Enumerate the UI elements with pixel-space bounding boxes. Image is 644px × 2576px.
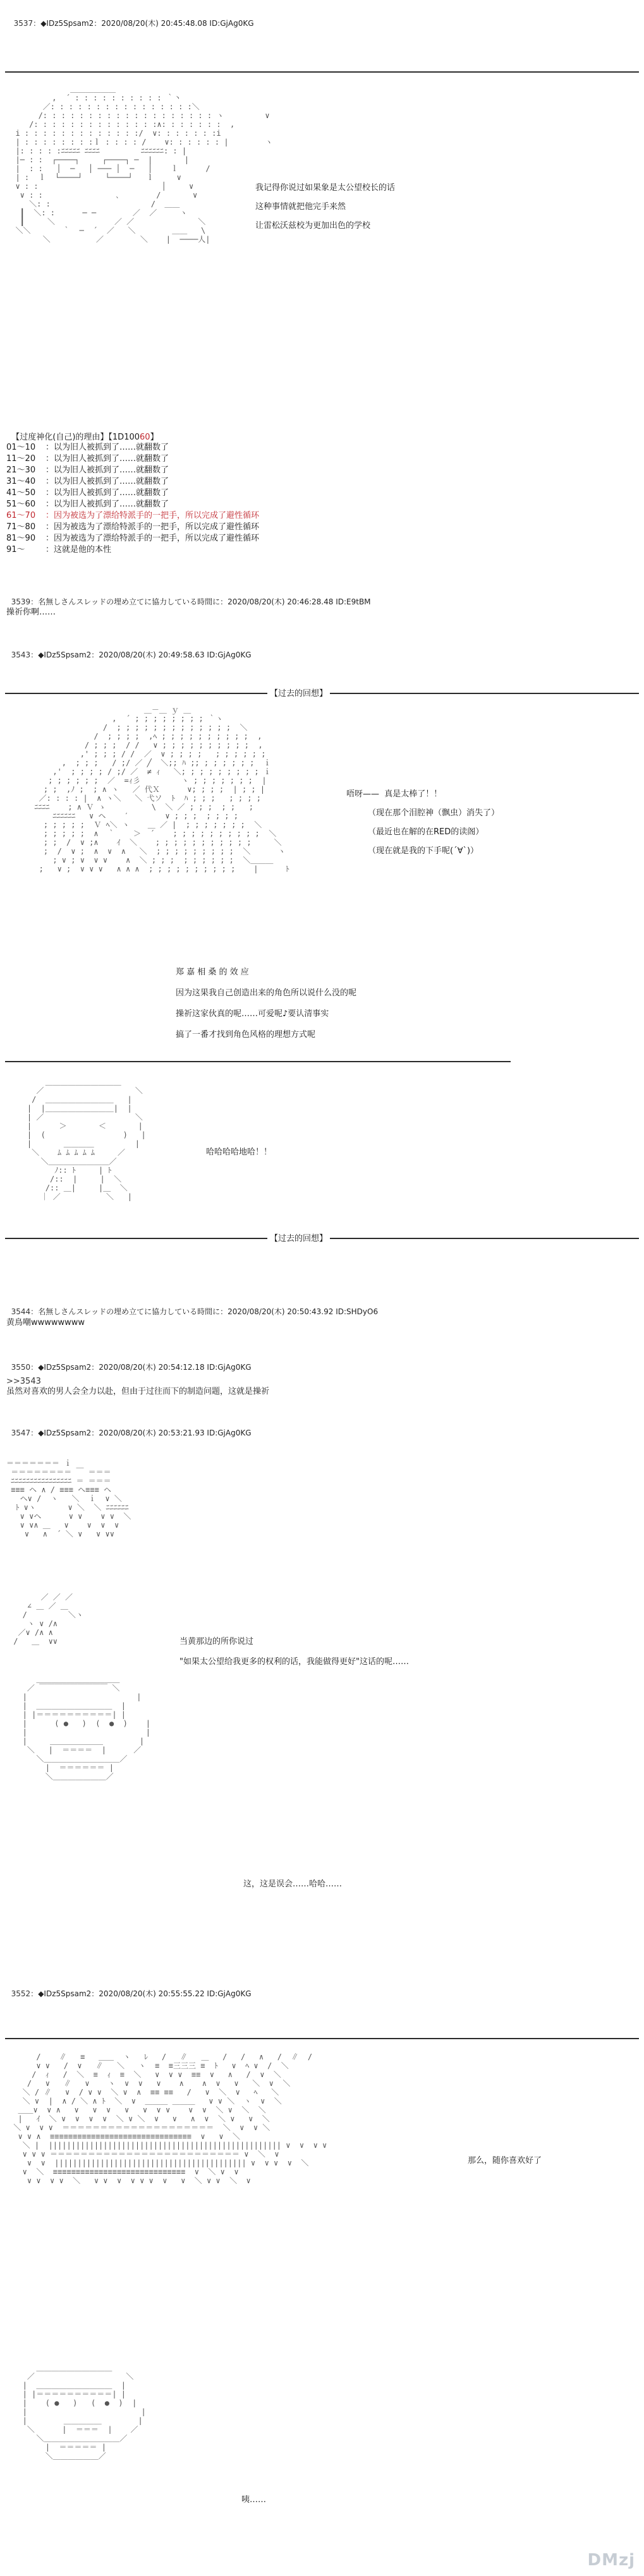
dice-result-row <box>6 488 259 499</box>
post-meta: 名無しさんスレッドの埋め立てに協力している時間に：2020/08/20(木) 20:46:28.48 ID:E9tBM <box>38 597 371 606</box>
post-meta: ◆IDz5Spsam2：2020/08/20(木) 20:55:55.22 ID:GjAg0KG <box>38 1989 252 1998</box>
dice-title-end: 】 <box>150 433 159 442</box>
post-number[interactable]: 3539： <box>11 597 39 606</box>
narration-line: 操祈这家伙真的呢……可爱呢♪要认清事实 <box>176 1009 329 1019</box>
aside-note: （现在那个泪腔神（飘虫）消失了） <box>368 808 500 818</box>
ascii-art-hand: ／ ／ ／ ∠ ＿ ／ ＿ / ＼ヽ ヽ ∨ /∧ ／∨ /∧ ∧ / ＿ ∨∨ <box>13 1593 83 1646</box>
dice-range: 21～30 <box>6 465 36 475</box>
dice-result-list <box>6 442 259 556</box>
dialogue-line: "如果太公望给我更多的权利的话，我能做得更好"这话的呢…… <box>179 1657 409 1667</box>
ascii-art-surprised-character: ＿＿＿＿＿＿＿＿＿＿ ／ ＼ | ＿＿＿＿＿＿＿＿＿＿ | | |＝＝＝＝＝＝＝＝＝＝| | | ( ● ) ( ● ) | | | | ＿＿＿＿＿ | ＼ | ＝＝＝ | ／ ＼＿＿＿＿＿＿＿＿＿＿／ | ＝＝＝＝＝ | ＼＿＿＿＿＿＿／ <box>22 2363 146 2460</box>
dice-chart-title <box>6 422 159 443</box>
dice-title-text: 【过度神化(自己)的理由】【1D100 <box>11 433 140 442</box>
dice-result-row <box>6 544 259 556</box>
post-number[interactable]: 3537： <box>13 19 41 28</box>
narration-line: 郑 嘉 相 桑 的 效 应 <box>176 967 249 977</box>
post-number[interactable]: 3552： <box>11 1989 39 1998</box>
ascii-art-laughing-character: ＿＿＿＿＿＿＿＿＿＿ ／ ＼ / ＿＿＿＿＿＿＿＿＿ | | |＿＿＿＿＿＿＿＿＿| | | ／ ＼ | ＞ ＜ | | ( ) | | ＿＿＿＿ | ＼ ﾑ ﾑ ﾑ ﾑ ﾑ ／ ＼＿＿＿＿＿＿＿＿／ ﾉ:: ﾄ | ﾄ /:: | | ＼ /:: ＿| |＿ ＼ ｜ ／ ＼ | <box>27 1077 146 1201</box>
post-header <box>6 640 252 660</box>
flashback-label: 【过去的回想】 <box>267 686 330 698</box>
post-number[interactable]: 3547： <box>11 1429 39 1437</box>
flashback-label: 【过去的回想】 <box>267 1231 330 1243</box>
aside-note: （现在就是我的下手呢(´∀`)） <box>368 846 479 856</box>
narration-line: 因为这果我自己创造出来的角色所以说什么没的呢 <box>176 988 357 998</box>
post-meta: ◆IDz5Spsam2：2020/08/20(木) 20:45:48.08 ID:GjAg0KG <box>40 19 254 28</box>
dialogue-line: 我记得你说过如果象是太公望校长的话 <box>255 183 396 193</box>
ascii-art-character: ＿－＿ ｙ ＿ , ´ ; ; ; ; ; ; ; ; ｀ヽ / ; ; ; ; ; ; ; ; ; ; ; ; ; ＼ / ; ; ; ; ,ﾍ ; ; ; ; ; ; ; ; ; ; , / ; ; ; / / ∨ ; ; ; ; ; ; ; ; ; ; , ,' ; ; ; / / ／ ∨ ; ; ; ; ; ; ; ; ; ; , ; ; ; / ;/ ／ ╱ ＼;; ﾊ ;; ; ; ; ; ; ; ｉ ,' ; ; ; ; / ;/ ／ ≠ ｨ ＼; ; ; ; ; ; ; ; ; ｉ ; ; ; ; ; ; ／ =ｨ彡 ヽ ; ; ; ; ; ; ; | ; ; ,ﾉ ; ; ∧ ヽ ／ 代Ｘ ∨; ; ; ; | ; ; | ／: : : : | ∧ ヽ＼ ＼ 弋ソ ﾄ ﾊ ; ; ; ; ; ; ; ﾆﾆﾆﾆ ; ∧ Ｖ ゝ \ ＼ ／ ; ; ; ; ; ; ﾆﾆﾆﾆﾆﾆ ∨ ヘ ′ ∨ ; ; ; ; ; ; ; ; ; ; ; ; Ｖ ﾍ＼ ヽ ＿ ／ | ; ; ; ; ; ; ; ＼ ; ; ; ; ; ∧ ｀ ＞ ´ ; ; ; ; ; ; ; ; ; ; ＼ ; ; / ∨ ;∧ ｲ ＼ ; ; ; ; ; ; ; ; ; ; ; ＼ ; / ∨ ; ∧ ∨ ∧ ＼ ; ; ; ; ; ; ; ; ; ＼ ヽ ; ∨ ; ∨ ∨ ∨ ∧ ＼ ; ; ; ; ; ; ; ; ; ＼＿＿＿ ; ∨ ; ∨ ∨ ∨ ∧ ∧ ∧ ; ; ; ; ; ; ; ; ; ; | ﾄ <box>34 705 289 873</box>
post-header <box>6 587 371 607</box>
divider <box>5 2038 639 2039</box>
dice-outcome: ：因为被选为了漂给特派手的一把手，所以完成了避性循环 <box>46 534 260 543</box>
post-body: 操祈你啊…… <box>6 608 56 617</box>
dice-result-row <box>6 442 259 453</box>
ascii-art-crowd: / ∥ ≡ ＿＿ ヽ ﾚ / ∥ ＿ / / ∧ / ∥ / ∨ ∨ / ∨ ∥ ＼ ヽ ≡ ≡三三三 ≡ ﾄ ∨ ﾍ ∨ / ＼ / ｨ / ＼ ≡ ｨ ≡ ＼ ∨ ∨ ∨ ≡≡ ∨ ∧ / ∨ ＼ / ∨ ∥ ∨ ヽ ∨ ∨ ∨ ∧ ∧ ∨ ∨ ＼ ∨ ＼ ＼ / ∥ ∨ / ∨ ∨ ＼ ∨ ∧ ≡≡ ≡≡ / ∨ ＼ ∨ ﾍ ＼ ＼ ∨ | ∧ / ＼ ∧ ﾄ ＼ ∨ ＿＿＿ ＿＿＿ ∨ ∨ ＼ ヽ ∨ ＼ ＿＿∨ ∨ ∧ ∨ ∨ ∨ ∨ ∨ ∨ ∨ ∨ ∨ ＼ ∨ ＼ ＼ | ｲ ＼ ∨ ∨ ∨ ∨ ＼ ∨ ＼ ∨ ∨ ∧ ∨ ＼ ∨ ∨ ＼ ＼ ∨ ∨ ∨ ＝＝＝＝＝＝＝＝＝＝＝＝＝＝＝＝＝＝＝＝ ＼ ∨ ∨ ＼ ∨ ∨ ∧ ≡≡≡≡≡≡≡≡≡≡≡≡≡≡≡≡≡≡≡≡≡≡≡≡≡≡≡≡≡≡≡ ∨ ∨ ＼ ＼ | ||||||||||||||||||||||||||||||||||||||||||||||||||| ∨ ∨ ∨ ∨ ∨ ∨ ∨ ＝＝＝＝＝＝＝＝＝＝＝＝＝＝＝＝＝＝＝＝＝＝＝＝＝ ∨ ＼ ∨ ∨ ∨ |||||||||||||||||||||||||||||||||||||||||| ∨ ∨ ∨ ∨ ＼ ∨ ＼ ≡≡≡≡≡≡≡≡≡≡≡≡≡≡≡≡≡≡≡≡≡≡≡≡≡≡≡≡≡ ∨ ＼ ∨ ∨ ∨ ∨ ∨ ∨ ＼ ∨ ∨ ∨ ∨ ∨ ∨ ∨ ∨ ＼ ∨ ∨ ＼ ∨ <box>13 2052 327 2185</box>
dice-outcome: ：以为旧人被抓到了……就翻数了 <box>46 488 169 498</box>
dice-range: 01～10 <box>6 443 36 452</box>
laugh-text: 哈哈哈哈地哈！！ <box>206 1147 272 1157</box>
divider <box>5 71 639 73</box>
post-body: 虽然对喜欢的男人会全力以赴，但由于过往而下的制造问题，这就是操祈 <box>6 1387 270 1396</box>
dice-result-row <box>6 499 259 510</box>
dice-range: 51～60 <box>6 500 36 509</box>
dialogue-line: 让雷松沃兹校为更加出色的学校 <box>255 221 371 231</box>
dice-range: 31～40 <box>6 477 36 486</box>
post-header <box>6 1297 378 1317</box>
dice-outcome: ：因为被选为了漂给特派手的一把手，所以完成了避性循环 <box>46 522 260 532</box>
dice-result-row <box>6 510 259 522</box>
dice-range: 91～ <box>6 545 25 554</box>
dice-result-row <box>6 465 259 476</box>
reply-text: 咦…… <box>241 2495 267 2505</box>
dice-outcome: ：以为旧人被抓到了……就翻数了 <box>46 454 169 464</box>
post-meta: 名無しさんスレッドの埋め立てに協力している時間に：2020/08/20(木) 20:50:43.92 ID:SHDyO6 <box>38 1307 379 1316</box>
narration-line: 搞了一番才找到角色风格的理想方式呢 <box>176 1030 316 1039</box>
dialogue-line: 当黄那边的所你说过 <box>179 1637 254 1646</box>
post-number[interactable]: 3550： <box>11 1363 39 1372</box>
dice-result-row <box>6 453 259 465</box>
post-header <box>6 1353 252 1372</box>
dice-outcome: ：这就是他的本性 <box>46 545 112 554</box>
ascii-art-nervous-character: ＿＿＿＿＿＿＿＿＿＿＿ ／ ￣￣￣￣￣￣￣￣￣ ＼ | | | ＿＿＿＿＿＿＿＿＿＿ | | |＝＝＝＝＝＝＝＝＝＝| | | ( ● ) ( ● ) | | | | ＿＿＿＿＿＿＿ | ＼ | ＝＝＝＝ | ／ ＼＿＿＿＿＿＿＿＿＿＿／ | ＝＝＝＝＝＝ | ＼＿＿＿＿＿＿＿／ <box>22 1675 150 1781</box>
quote-link[interactable]: >>3543 <box>6 1377 41 1386</box>
dialogue-line: 这种事情就把他完手来然 <box>255 202 346 212</box>
post-meta: ◆IDz5Spsam2：2020/08/20(木) 20:53:21.93 ID:GjAg0KG <box>38 1429 252 1437</box>
dice-outcome: ：因为被选为了漂给特派手的一把手，所以完成了避性循环 <box>46 511 260 520</box>
dice-outcome: ：以为旧人被抓到了……就翻数了 <box>46 443 169 452</box>
dialogue-line: 那么，随你喜欢好了 <box>468 2156 542 2166</box>
dice-result-row <box>6 522 259 533</box>
speech-bubble: 唔呀—— 真是太棒了！！ <box>346 789 442 799</box>
dice-range: 81～90 <box>6 534 36 543</box>
ascii-art-character: ＿＿＿＿＿＿ , ´ : : : : : : : : : : ｀丶 ／: : : : : : : : : : : : : : : :＼ /: : : : : : : : : : : : : : : : : : : ヽ ∨ /: : : : : : : : : : : : : :∧: : : : : : : , i : : : : : : : : : : : : :/ ∨: : : : : : :i | : : : : : : : :ｌ : : : : / ∨: : : : : : | ヽ |: : : : :ﾆﾆﾆﾆﾆ ﾆﾆﾆﾆ ﾆﾆﾆﾆﾆﾆ: : | |─ : : ┌────┐ ┌────┐ ─ | | | : : │ ─ │ ─── │ ─ │ ｌ / | : ｌ └────┘ └────┘ ｌ ∨ ∨ : : │ ∨ ∨ : : ､ / ∨ ＼: : / ＿＿ ┃ ＼: : ─ ─ ／ ／ ヽ ┃ ＼ ／ ／ ＼ ＼＼ ｀ ─ ´ ／ ＼ ＿＿ \ ＼ ／ ＼ | ────人| <box>15 85 273 244</box>
dice-range: 41～50 <box>6 488 36 498</box>
dice-range: 71～80 <box>6 522 36 532</box>
dice-outcome: ：以为旧人被抓到了……就翻数了 <box>46 477 169 486</box>
aside-note: （最近也在解的在RED的读阁） <box>368 827 484 837</box>
ascii-art-girl: ＝＝＝＝＝＝＝ ｉ ＝＝＝＝＝＝＝＝ ￣ ＝＝＝ ﾆﾆﾆﾆﾆﾆﾆﾆﾆﾆﾆﾆﾆﾆﾆﾆ ＝ ＝＝＝ ≡≡≡ ヘ ∧ / ≡≡≡ ヘ≡≡≡ ヘ ヘ∨ / ヽ ＼ ｉ ∨ ＼ ﾄ ∨ヽ ∨ ＼ ＼ ﾆﾆﾆﾆﾆﾆ ∨ ∨ヘ ∨ ∨ ∨ ∨ ＼ ∨ ∨∧ ＿ ∨ ∨ ∨ ∨ ∨ ∧ ´ ＼ ∨ ∨ ∨∨ <box>6 1459 131 1538</box>
post-header <box>6 1979 252 1999</box>
divider <box>5 1061 511 1062</box>
post-meta: ◆IDz5Spsam2：2020/08/20(木) 20:54:12.18 ID:GjAg0KG <box>38 1363 252 1372</box>
dice-result-row <box>6 476 259 488</box>
post-number[interactable]: 3543： <box>11 650 39 659</box>
post-header <box>6 1418 252 1438</box>
dice-outcome: ：以为旧人被抓到了……就翻数了 <box>46 500 169 509</box>
dice-outcome: ：以为旧人被抓到了……就翻数了 <box>46 465 169 475</box>
post-header <box>9 9 254 28</box>
post-body: 黄鳥嘲wwwwwwww <box>6 1318 85 1327</box>
dice-roll-result: 60 <box>140 433 150 442</box>
dice-range: 11～20 <box>6 454 36 464</box>
site-watermark-logo: DMzj <box>587 2551 635 2570</box>
reply-text: 这，这是误会……哈哈…… <box>243 1879 343 1889</box>
dice-result-row <box>6 533 259 544</box>
post-number[interactable]: 3544： <box>11 1307 39 1316</box>
dice-range: 61～70 <box>6 511 36 520</box>
post-meta: ◆IDz5Spsam2：2020/08/20(木) 20:49:58.63 ID:GjAg0KG <box>38 650 252 659</box>
